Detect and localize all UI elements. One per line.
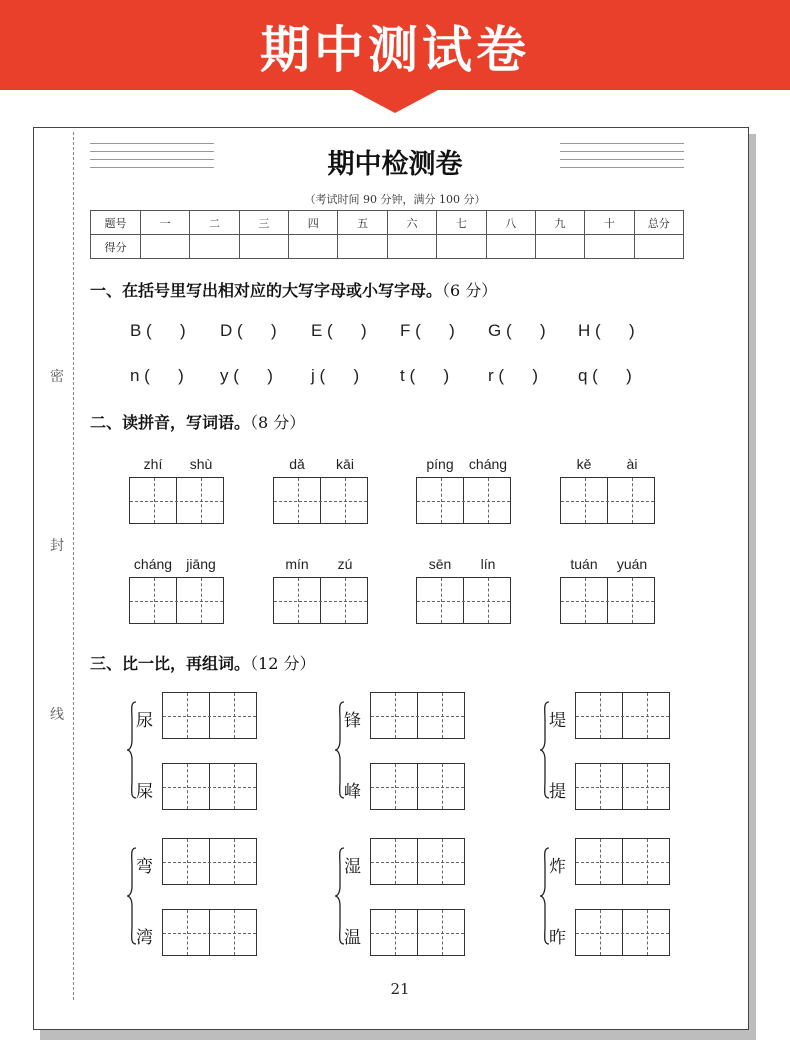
compare-character: 炸 — [549, 857, 566, 877]
pinyin-answer-grid[interactable] — [560, 477, 655, 524]
letter-blank[interactable]: F ( ) — [400, 321, 455, 340]
word-answer-grid[interactable] — [575, 838, 670, 885]
grid-middle-guide — [274, 601, 367, 602]
binding-char-xian: 线 — [50, 707, 64, 723]
pinyin-syllable: zú — [337, 556, 353, 572]
curly-brace-icon — [126, 700, 136, 800]
score-header-cell: 二 — [190, 211, 239, 235]
compare-character: 温 — [344, 928, 361, 948]
pinyin-syllable: ài — [626, 456, 638, 472]
compare-character: 尿 — [136, 711, 153, 731]
grid-middle-guide — [163, 787, 256, 788]
section2-heading — [90, 410, 305, 433]
grid-middle-guide — [163, 716, 256, 717]
exam-meta: （考试时间 90 分钟，满分 100 分） — [304, 193, 486, 206]
grid-middle-guide — [274, 501, 367, 502]
word-answer-grid[interactable] — [575, 763, 670, 810]
grid-middle-guide — [130, 601, 223, 602]
compare-character: 湾 — [136, 928, 153, 948]
pinyin-answer-grid[interactable] — [129, 477, 224, 524]
curly-brace-icon — [539, 846, 549, 946]
pinyin-syllable: cháng — [133, 556, 173, 572]
grid-middle-guide — [371, 862, 464, 863]
score-header-cell: 题号 — [91, 211, 141, 235]
pinyin-syllable: sēn — [428, 556, 452, 572]
curly-brace-icon — [334, 700, 344, 800]
pinyin-syllable: shù — [189, 456, 213, 472]
pinyin-answer-grid[interactable] — [560, 577, 655, 624]
grid-middle-guide — [130, 501, 223, 502]
score-cell[interactable] — [289, 235, 338, 259]
grid-middle-guide — [576, 862, 669, 863]
pinyin-syllable: cháng — [468, 456, 508, 472]
word-answer-grid[interactable] — [370, 692, 465, 739]
section1-heading — [90, 278, 497, 301]
grid-middle-guide — [576, 787, 669, 788]
pinyin-answer-grid[interactable] — [416, 577, 511, 624]
word-answer-grid[interactable] — [162, 909, 257, 956]
score-row-label: 得分 — [91, 235, 141, 259]
pinyin-syllable: tuán — [570, 556, 598, 572]
compare-character: 昨 — [549, 928, 566, 948]
score-cell[interactable] — [585, 235, 634, 259]
pinyin-answer-grid[interactable] — [273, 577, 368, 624]
grid-middle-guide — [417, 601, 510, 602]
section2-points: （8 分） — [250, 413, 306, 432]
score-header-cell: 八 — [486, 211, 535, 235]
banner-title: 期中测试卷 — [260, 21, 530, 79]
score-table-score-row — [91, 235, 684, 259]
word-answer-grid[interactable] — [370, 838, 465, 885]
word-answer-grid[interactable] — [575, 909, 670, 956]
letter-blank[interactable]: D ( ) — [220, 321, 277, 340]
letter-blank[interactable]: j ( ) — [311, 366, 360, 385]
curly-brace-icon — [334, 846, 344, 946]
section2-heading-text: 二、读拼音，写词语。 — [90, 413, 251, 432]
pinyin-syllable: píng — [426, 456, 454, 472]
grid-middle-guide — [576, 716, 669, 717]
score-header-cell: 九 — [535, 211, 584, 235]
score-cell[interactable] — [634, 235, 683, 259]
grid-middle-guide — [371, 716, 464, 717]
score-cell[interactable] — [141, 235, 190, 259]
word-answer-grid[interactable] — [370, 909, 465, 956]
section1-heading-text: 一、在括号里写出相对应的大写字母或小写字母。 — [90, 281, 443, 300]
score-header-cell: 六 — [387, 211, 436, 235]
score-cell[interactable] — [338, 235, 387, 259]
letter-blank[interactable]: y ( ) — [220, 366, 273, 385]
binding-char-mi: 密 — [50, 369, 64, 385]
score-header-cell: 七 — [437, 211, 486, 235]
score-cell[interactable] — [437, 235, 486, 259]
letter-blank[interactable]: n ( ) — [130, 366, 184, 385]
pinyin-syllable: lín — [480, 556, 496, 572]
grid-middle-guide — [371, 787, 464, 788]
letter-blank[interactable]: G ( ) — [488, 321, 546, 340]
letter-blank[interactable]: r ( ) — [488, 366, 539, 385]
pinyin-answer-grid[interactable] — [416, 477, 511, 524]
pinyin-syllable: zhí — [143, 456, 163, 472]
compare-character: 提 — [549, 782, 566, 802]
binding-dashed-line — [73, 132, 74, 1000]
pinyin-answer-grid[interactable] — [273, 477, 368, 524]
score-cell[interactable] — [535, 235, 584, 259]
letter-blank[interactable]: H ( ) — [578, 321, 635, 340]
word-answer-grid[interactable] — [162, 838, 257, 885]
score-table-header-row — [91, 211, 684, 235]
word-answer-grid[interactable] — [575, 692, 670, 739]
compare-character: 峰 — [344, 782, 361, 802]
grid-middle-guide — [561, 601, 654, 602]
section1-points: （6 分） — [442, 281, 498, 300]
grid-middle-guide — [371, 933, 464, 934]
word-answer-grid[interactable] — [162, 692, 257, 739]
score-header-cell: 一 — [141, 211, 190, 235]
letter-blank[interactable]: B ( ) — [130, 321, 186, 340]
score-header-cell: 三 — [239, 211, 288, 235]
exam-title: 期中检测卷 — [327, 149, 463, 180]
top-banner — [0, 0, 790, 90]
curly-brace-icon — [126, 846, 136, 946]
compare-character: 屎 — [136, 782, 153, 802]
score-cell[interactable] — [239, 235, 288, 259]
compare-character: 锋 — [344, 711, 361, 731]
word-answer-grid[interactable] — [370, 763, 465, 810]
letter-blank[interactable]: q ( ) — [578, 366, 632, 385]
letter-blank[interactable]: t ( ) — [400, 366, 450, 385]
score-header-cell: 十 — [585, 211, 634, 235]
letter-blank[interactable]: E ( ) — [311, 321, 367, 340]
score-cell[interactable] — [486, 235, 535, 259]
word-answer-grid[interactable] — [162, 763, 257, 810]
section3-points: （12 分） — [250, 654, 316, 673]
score-header-cell: 总分 — [634, 211, 683, 235]
pinyin-syllable: kāi — [336, 456, 354, 472]
pinyin-answer-grid[interactable] — [129, 577, 224, 624]
compare-character: 堤 — [549, 711, 566, 731]
compare-character: 弯 — [136, 857, 153, 877]
score-header-cell: 四 — [289, 211, 338, 235]
score-header-cell: 五 — [338, 211, 387, 235]
score-cell[interactable] — [387, 235, 436, 259]
compare-character: 湿 — [344, 857, 361, 877]
section3-heading-text: 三、比一比，再组词。 — [90, 654, 251, 673]
score-cell[interactable] — [190, 235, 239, 259]
grid-middle-guide — [417, 501, 510, 502]
pinyin-syllable: jiāng — [186, 556, 216, 572]
section3-heading — [90, 651, 315, 674]
grid-middle-guide — [163, 933, 256, 934]
pinyin-syllable: mín — [285, 556, 309, 572]
grid-middle-guide — [576, 933, 669, 934]
grid-middle-guide — [561, 501, 654, 502]
curly-brace-icon — [539, 700, 549, 800]
banner-arrow-shape — [350, 89, 440, 113]
score-table — [90, 210, 684, 259]
pinyin-syllable: yuán — [616, 556, 648, 572]
grid-middle-guide — [163, 862, 256, 863]
page-number: 21 — [390, 980, 410, 998]
pinyin-syllable: kě — [576, 456, 592, 472]
binding-char-feng: 封 — [50, 538, 64, 554]
pinyin-syllable: dǎ — [289, 456, 305, 472]
